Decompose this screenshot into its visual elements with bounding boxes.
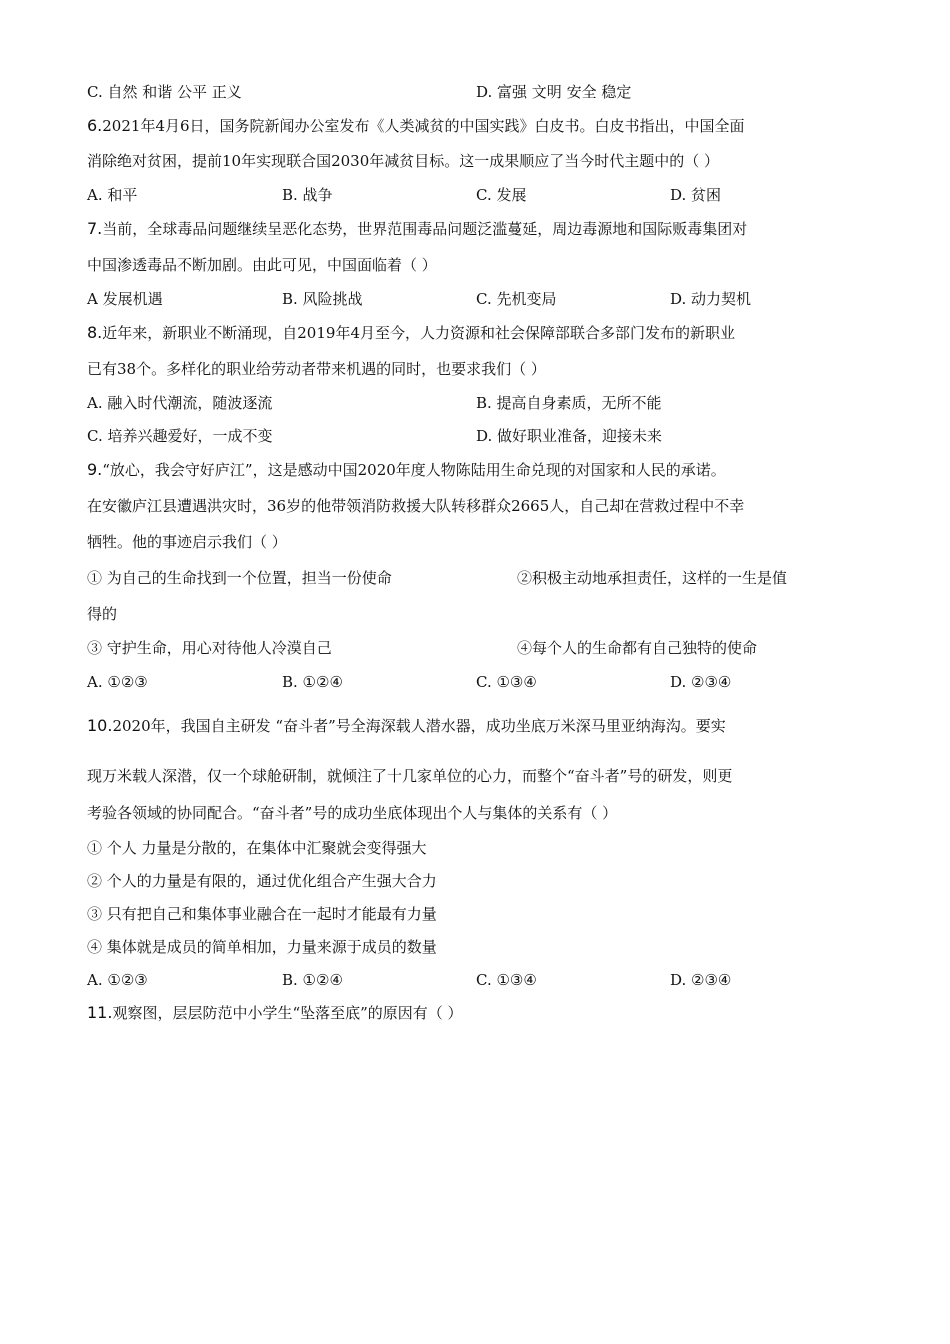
q9-option-d: D. ②③④ — [670, 673, 732, 691]
q8-line1 — [87, 323, 847, 343]
q5-option-d: D. 富强 文明 安全 稳定 — [476, 83, 632, 101]
q9-option-a: A. ①②③ — [87, 673, 148, 691]
q7-option-a: A 发展机遇 — [87, 290, 163, 308]
q6-option-b: B. 战争 — [282, 186, 333, 204]
q8-text1: 近年来，新职业不断涌现，自2019年4月至今，人力资源和社会保障部联合多部门发布的新职业 — [102, 324, 735, 342]
q6-line1 — [87, 116, 847, 136]
q9-statement-4: ④每个人的生命都有自己独特的使命 — [517, 639, 758, 657]
q9-line2: 在安徽庐江县遭遇洪灾时，36岁的他带领消防救援大队转移群众2665人，自己却在营救过程中不幸 — [87, 497, 745, 515]
q10-option-a: A. ①②③ — [87, 971, 148, 989]
q10-line1 — [87, 716, 847, 736]
q9-statement-2-cont: 得的 — [87, 605, 118, 623]
q9-line3: 牺牲。他的事迹启示我们（ ） — [87, 533, 287, 551]
q6-option-d: D. 贫困 — [670, 186, 722, 204]
q7-number: 7. — [87, 219, 103, 238]
q8-line2: 已有38个。多样化的职业给劳动者带来机遇的同时，也要求我们（ ） — [87, 360, 546, 378]
q5-option-c: C. 自然 和谐 公平 正义 — [87, 83, 242, 101]
q10-text1: 2020年，我国自主研发 “奋斗者”号全海深载人潜水器，成功坐底万米深马里亚纳海沟。要实 — [112, 717, 726, 735]
q9-text1: “放心，我会守好庐江”，这是感动中国2020年度人物陈陆用生命兑现的对国家和人民的承诺。 — [102, 461, 726, 479]
q10-statement-3: ③ 只有把自己和集体事业融合在一起时才能最有力量 — [87, 905, 437, 923]
q10-line2: 现万米载人深潜，仅一个球舱研制，就倾注了十几家单位的心力，而整个“奋斗者”号的研发，则更 — [87, 767, 733, 785]
q7-line2: 中国渗透毒品不断加剧。由此可见，中国面临着（ ） — [87, 256, 437, 274]
q6-number: 6. — [87, 116, 103, 135]
q8-option-c: C. 培养兴趣爱好，一成不变 — [87, 427, 273, 445]
q9-statement-1: ① 为自己的生命找到一个位置，担当一份使命 — [87, 569, 392, 587]
q10-option-c: C. ①③④ — [476, 971, 537, 989]
q9-line1 — [87, 460, 847, 480]
q8-option-d: D. 做好职业准备，迎接未来 — [476, 427, 663, 445]
q10-statement-4: ④ 集体就是成员的简单相加，力量来源于成员的数量 — [87, 938, 437, 956]
q10-statement-1: ① 个人 力量是分散的，在集体中汇聚就会变得强大 — [87, 839, 427, 857]
q6-option-a: A. 和平 — [87, 186, 138, 204]
q6-line2: 消除绝对贫困，提前10年实现联合国2030年减贫目标。这一成果顺应了当今时代主题中的（ ） — [87, 152, 720, 170]
q10-statement-2: ② 个人的力量是有限的，通过优化组合产生强大合力 — [87, 872, 437, 890]
q8-number: 8. — [87, 323, 103, 342]
q7-text1: 当前，全球毒品问题继续呈恶化态势，世界范围毒品问题泛滥蔓延，周边毒源地和国际贩毒集团对 — [102, 220, 748, 238]
q11-line1 — [87, 1003, 847, 1023]
q7-line1 — [87, 219, 847, 239]
q7-option-d: D. 动力契机 — [670, 290, 752, 308]
q9-option-c: C. ①③④ — [476, 673, 537, 691]
q9-option-b: B. ①②④ — [282, 673, 343, 691]
q7-option-b: B. 风险挑战 — [282, 290, 363, 308]
q9-statement-3: ③ 守护生命，用心对待他人冷漠自己 — [87, 639, 332, 657]
q7-option-c: C. 先机变局 — [476, 290, 557, 308]
q6-option-c: C. 发展 — [476, 186, 527, 204]
q8-option-a: A. 融入时代潮流，随波逐流 — [87, 394, 273, 412]
q10-number: 10. — [87, 716, 113, 735]
q8-option-b: B. 提高自身素质，无所不能 — [476, 394, 662, 412]
q9-number: 9. — [87, 460, 103, 479]
q10-option-d: D. ②③④ — [670, 971, 732, 989]
q10-option-b: B. ①②④ — [282, 971, 343, 989]
q11-text1: 观察图，层层防范中小学生“坠落至底”的原因有（ ） — [112, 1004, 463, 1022]
q10-line3: 考验各领域的协同配合。“奋斗者”号的成功坐底体现出个人与集体的关系有（ ） — [87, 804, 618, 822]
q9-statement-2: ②积极主动地承担责任，这样的一生是值 — [517, 569, 788, 587]
q6-text1: 2021年4月6日，国务院新闻办公室发布《人类减贫的中国实践》白皮书。白皮书指出，中国全面 — [102, 117, 745, 135]
q11-number: 11. — [87, 1003, 113, 1022]
